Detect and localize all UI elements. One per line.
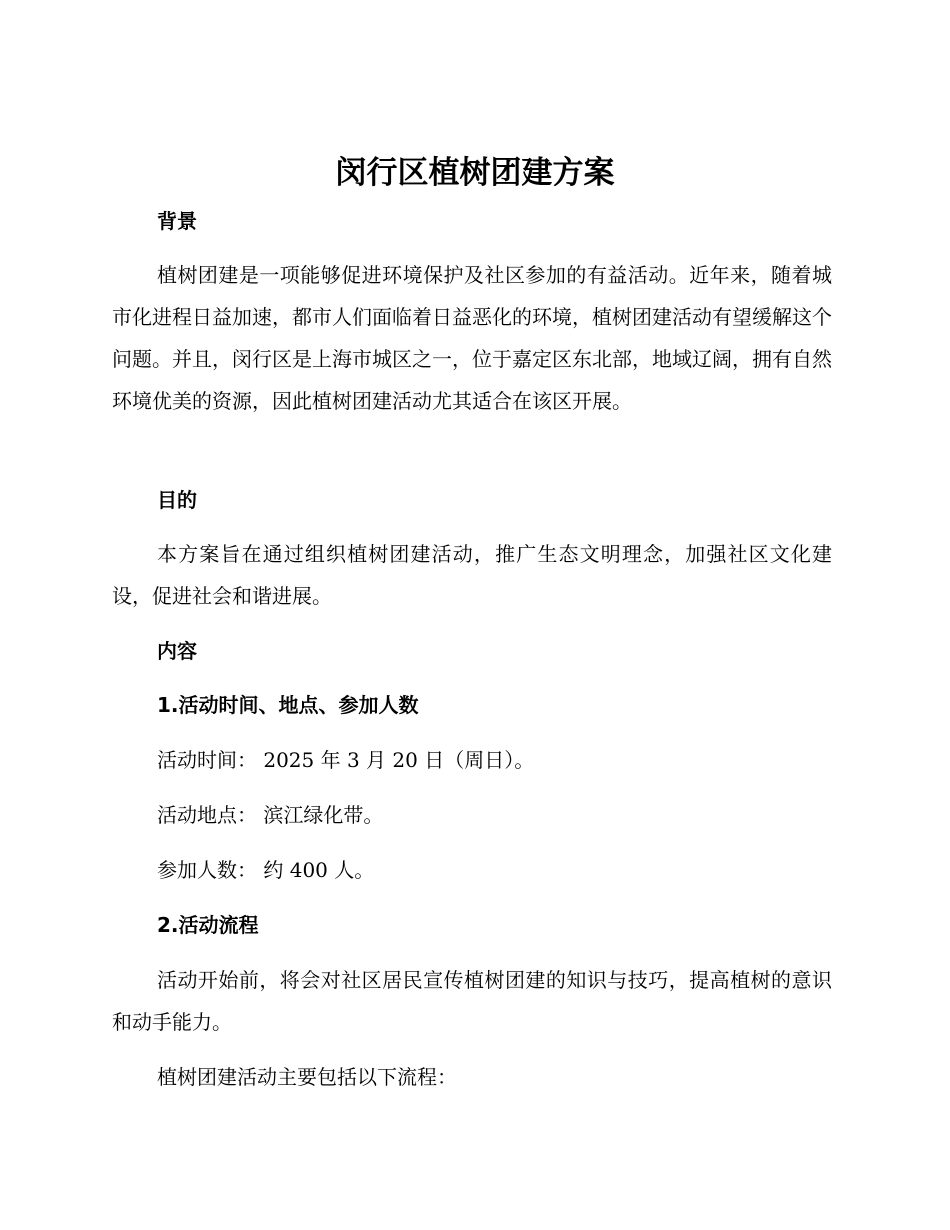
heading-purpose: 目的 (157, 488, 197, 512)
heading-part2: 2.活动流程 (157, 913, 259, 937)
heading-part1: 1.活动时间、地点、参加人数 (157, 693, 419, 717)
paragraph-purpose: 本方案旨在通过组织植树团建活动，推广生态文明理念，加强社区文化建设，促进社会和谐进展。 (112, 542, 832, 608)
heading-background: 背景 (157, 209, 197, 233)
activity-time: 活动时间： 2025 年 3 月 20 日（周日）。 (157, 748, 535, 772)
heading-content: 内容 (157, 639, 197, 663)
process-list-intro: 植树团建活动主要包括以下流程： (157, 1065, 457, 1089)
paragraph-background: 植树团建是一项能够促进环境保护及社区参加的有益活动。近年来，随着城市化进程日益加速，都市人们面临着日益恶化的环境，植树团建活动有望缓解这个问题。并且，闵行区是上海市城区之一，位于嘉定区东北部，地域辽阔，拥有自然环境优美的资源，因此植树团建活动尤其适合在该区开展。 (112, 263, 832, 413)
participant-count: 参加人数： 约 400 人。 (157, 858, 375, 882)
document-title: 闵行区植树团建方案 (335, 155, 615, 191)
paragraph-process-intro: 活动开始前，将会对社区居民宣传植树团建的知识与技巧，提高植树的意识和动手能力。 (112, 968, 832, 1034)
activity-place: 活动地点： 滨江绿化带。 (157, 803, 384, 827)
